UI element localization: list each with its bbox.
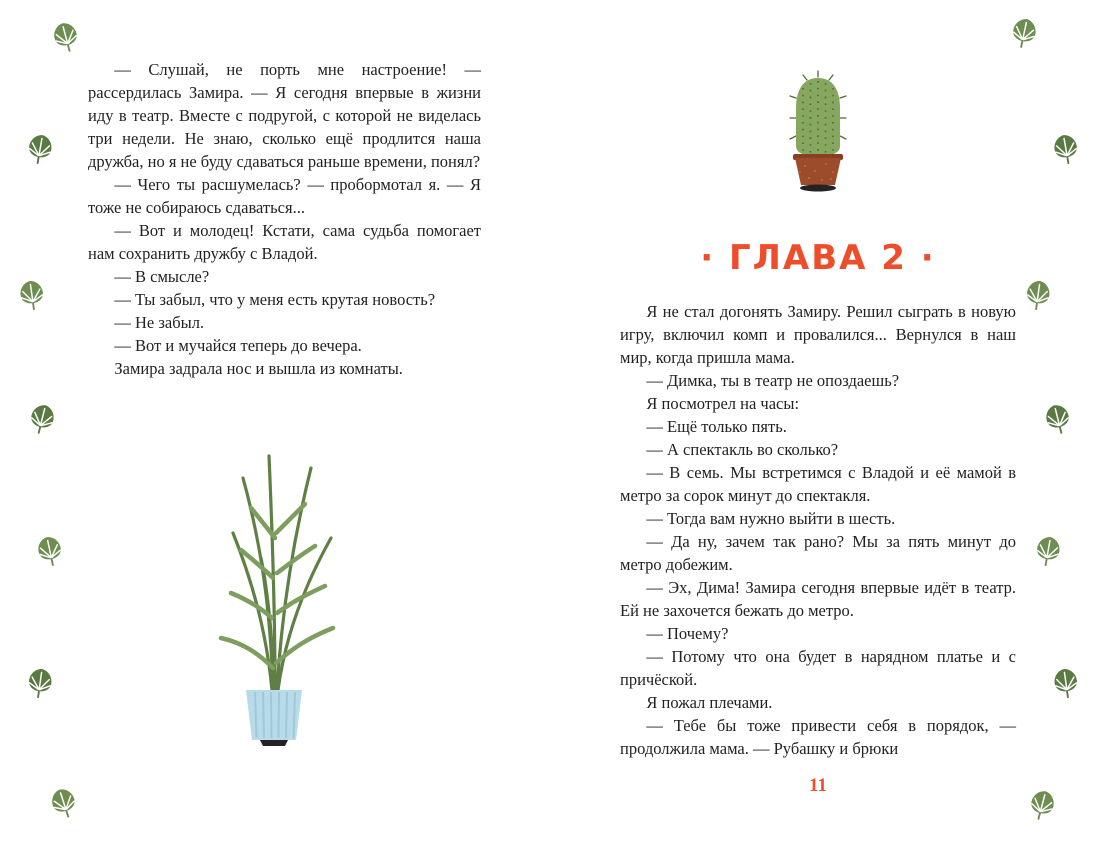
paragraph: — В смысле? bbox=[114, 267, 210, 286]
paragraph: — Тебе бы тоже привести себя в порядок, — продолжила мама. — Рубашку и брюки bbox=[620, 716, 1016, 758]
paragraph: — Потому что она будет в нарядном платье и с причёской. bbox=[620, 647, 1016, 689]
paragraph: — Тогда вам нужно выйти в шесть. bbox=[646, 509, 896, 528]
monstera-leaf-icon bbox=[46, 784, 82, 822]
paragraph: Замира задрала нос и вышла из комнаты. bbox=[114, 359, 403, 378]
paragraph: Я посмотрел на часы: bbox=[646, 394, 800, 413]
paragraph: — Ещё только пять. bbox=[646, 417, 787, 436]
monstera-leaf-icon bbox=[25, 401, 60, 438]
monstera-leaf-icon bbox=[1032, 534, 1065, 569]
paragraph: Я не стал догонять Замиру. Решил сыграть в новую игру, включил комп и провалился... Вернулся в наш мир, когда пришла мама. bbox=[620, 302, 1016, 367]
paragraph: — Вот и молодец! Кстати, сама судьба помогает нам сохранить дружбу с Владой. bbox=[88, 221, 481, 263]
monstera-leaf-icon bbox=[1050, 132, 1083, 167]
potted-cactus-illustration bbox=[763, 68, 873, 193]
paragraph: — Не забыл. bbox=[114, 313, 205, 332]
monstera-leaf-icon bbox=[16, 278, 48, 313]
paragraph: — Почему? bbox=[646, 624, 729, 643]
page-number: 11 bbox=[809, 775, 827, 796]
right-page-text bbox=[620, 300, 1016, 760]
paragraph: — Да ну, зачем так рано? Мы за пять минут до метро добежим. bbox=[620, 532, 1016, 574]
paragraph: — А спектакль во сколько? bbox=[646, 440, 839, 459]
paragraph: — Слушай, не порть мне настроение! — рассердилась Замира. — Я сегодня впервые в жизни иду в театр. Вместе с подругой, с которой не виделась три недели. Не знаю, сколько ещё продлится наша дружба, но я не буду сдаваться раньше времени, понял? bbox=[88, 60, 481, 171]
paragraph: — Эх, Дима! Замира сегодня впервые идёт в театр. Ей не захочется бежать до метро. bbox=[620, 578, 1016, 620]
monstera-leaf-icon bbox=[48, 19, 83, 56]
paragraph: Я пожал плечами. bbox=[646, 693, 773, 712]
potted-grass-plant-illustration bbox=[203, 438, 373, 748]
paragraph: — Вот и мучайся теперь до вечера. bbox=[114, 336, 362, 355]
monstera-leaf-icon bbox=[33, 533, 67, 569]
paragraph: — В семь. Мы встретимся с Владой и её мамой в метро за сорок минут до спектакля. bbox=[620, 463, 1016, 505]
monstera-leaf-icon bbox=[1007, 15, 1041, 51]
monstera-leaf-icon bbox=[24, 132, 57, 167]
monstera-leaf-icon bbox=[1022, 278, 1054, 313]
paragraph: — Ты забыл, что у меня есть крутая новость? bbox=[114, 290, 436, 309]
chapter-heading: · ГЛАВА 2 · bbox=[700, 238, 936, 278]
monstera-leaf-icon bbox=[1050, 666, 1082, 701]
paragraph: — Димка, ты в театр не опоздаешь? bbox=[646, 371, 900, 390]
paragraph: — Чего ты расшумелась? — пробормотал я. — Я тоже не собираюсь сдаваться... bbox=[88, 175, 481, 217]
monstera-leaf-icon bbox=[1024, 787, 1059, 824]
monstera-leaf-icon bbox=[1041, 401, 1076, 438]
left-page-text bbox=[88, 58, 481, 380]
monstera-leaf-icon bbox=[24, 666, 56, 701]
